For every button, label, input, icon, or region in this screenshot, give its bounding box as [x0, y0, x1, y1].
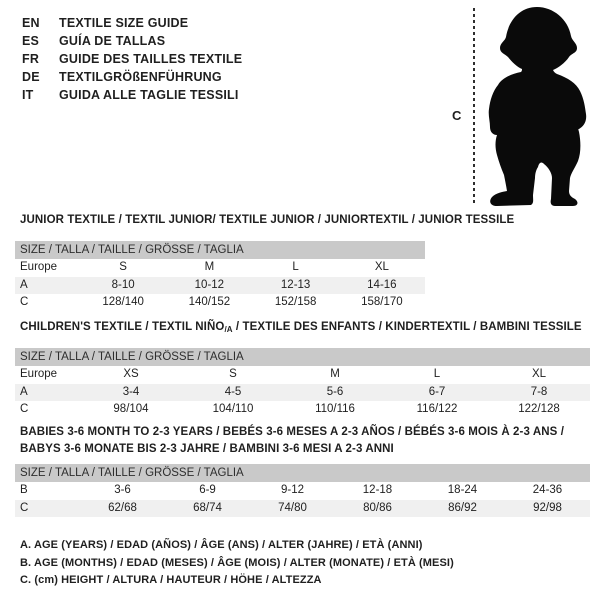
size-cell: 7-8 [530, 385, 548, 398]
footnote-b: B. AGE (MONTHS) / EDAD (MESES) / ÂGE (MOIS) / ALTER (MONATE) / ETÀ (MESI) [20, 556, 454, 569]
children-size-table [15, 348, 590, 419]
language-code: DE [22, 70, 40, 84]
language-row [22, 14, 242, 32]
size-cell: M [204, 261, 215, 273]
size-cell: 6-9 [199, 484, 216, 496]
row-label: C [20, 296, 29, 308]
size-cell: 116/122 [416, 403, 458, 415]
babies-table-title [20, 424, 580, 458]
size-cell: 6-7 [428, 385, 446, 398]
height-measure-dashed-line [473, 8, 475, 206]
language-row [22, 32, 242, 50]
language-label: GUIDA ALLE TAGLIE TESSILI [59, 88, 239, 102]
size-cell: 5-6 [326, 385, 344, 398]
row-label: A [20, 278, 28, 291]
size-cell: L [292, 261, 299, 273]
language-label: GUÍA DE TALLAS [59, 34, 166, 48]
size-cell: 158/170 [361, 296, 403, 308]
row-label: B [20, 484, 28, 496]
table-row [15, 384, 590, 402]
size-cell: 10-12 [194, 278, 225, 291]
size-cell: 80/86 [363, 501, 392, 514]
size-cell: 3-4 [122, 385, 140, 398]
table-row [15, 401, 590, 419]
language-code: EN [22, 16, 40, 30]
measure-label-c: C [452, 108, 462, 123]
size-cell: 122/128 [518, 403, 560, 415]
size-cell: M [330, 368, 340, 380]
footnote-c: C. (cm) HEIGHT / ALTURA / HAUTEUR / HÖHE / ALTEZZA [20, 574, 322, 586]
language-row [22, 68, 242, 86]
footnotes-block [20, 537, 454, 590]
size-cell: S [229, 368, 237, 380]
table-row [15, 259, 425, 277]
size-cell: 74/80 [278, 501, 307, 514]
size-cell: XS [123, 368, 139, 380]
table-row [15, 366, 590, 384]
size-cell: S [119, 261, 127, 273]
language-label: TEXTILGRÖßENFÜHRUNG [59, 70, 222, 84]
babies-size-table [15, 464, 590, 517]
language-code: IT [22, 88, 34, 102]
size-cell: 62/68 [108, 501, 137, 514]
size-cell: 140/152 [188, 296, 231, 308]
language-header-block [22, 14, 242, 104]
size-header-bar: SIZE / TALLA / TAILLE / GRÖSSE / TAGLIA [15, 464, 590, 482]
size-cell: XL [374, 261, 389, 273]
language-label: GUIDE DES TAILLES TEXTILE [59, 52, 243, 66]
size-header-bar: SIZE / TALLA / TAILLE / GRÖSSE / TAGLIA [15, 348, 590, 366]
size-cell: 18-24 [447, 484, 478, 496]
size-cell: 8-10 [111, 278, 135, 291]
language-row [22, 50, 242, 68]
size-cell: 9-12 [280, 484, 305, 496]
children-title-suffix: / TEXTILE DES ENFANTS / KINDERTEXTIL / BAMBINI TESSILE [232, 321, 582, 333]
size-cell: 12-18 [362, 484, 393, 496]
babies-title-line2: BABYS 3-6 MONATE BIS 2-3 JAHRE / BAMBINI 3-6 MESI A 2-3 ANNI [20, 443, 394, 455]
table-row [15, 500, 590, 518]
size-cell: 152/158 [274, 296, 317, 308]
junior-table-title: JUNIOR TEXTILE / TEXTIL JUNIOR/ TEXTILE JUNIOR / JUNIORTEXTIL / JUNIOR TESSILE [20, 214, 515, 226]
junior-size-table [15, 241, 425, 312]
children-title-subscript: /A [224, 325, 233, 334]
size-cell: 104/110 [212, 403, 254, 415]
table-row [15, 277, 425, 295]
language-row [22, 86, 242, 104]
row-label: Europe [20, 368, 58, 380]
size-cell: 3-6 [114, 484, 131, 496]
table-row [15, 294, 425, 312]
row-label: C [20, 403, 29, 415]
size-cell: 68/74 [193, 501, 222, 514]
size-cell: 98/104 [113, 403, 149, 415]
table-row [15, 482, 590, 500]
size-cell: 128/140 [102, 296, 144, 308]
children-table-title [20, 321, 582, 334]
size-cell: 24-36 [532, 484, 563, 496]
size-cell: 14-16 [367, 278, 397, 291]
size-cell: L [433, 368, 441, 380]
toddler-silhouette [480, 4, 595, 209]
size-cell: 86/92 [448, 501, 477, 514]
footnote-a: A. AGE (YEARS) / EDAD (AÑOS) / ÂGE (ANS) / ALTER (JAHRE) / ETÀ (ANNI) [20, 539, 423, 551]
language-code: FR [22, 52, 40, 66]
size-cell: XL [531, 368, 547, 380]
language-code: ES [22, 34, 40, 48]
size-cell: 12-13 [280, 278, 311, 291]
children-title-prefix: CHILDREN'S TEXTILE / TEXTIL NIÑO [20, 321, 225, 333]
size-cell: 4-5 [224, 385, 242, 398]
row-label: C [20, 501, 29, 514]
row-label: A [20, 385, 28, 398]
size-cell: 92/98 [533, 501, 562, 514]
size-cell: 110/116 [315, 403, 355, 415]
size-header-bar: SIZE / TALLA / TAILLE / GRÖSSE / TAGLIA [15, 241, 425, 259]
babies-title-line1: BABIES 3-6 MONTH TO 2-3 YEARS / BEBÉS 3-6 MESES A 2-3 AÑOS / BÉBÉS 3-6 MOIS À 2-3 ANS / [20, 426, 564, 438]
row-label: Europe [20, 261, 58, 273]
language-label: TEXTILE SIZE GUIDE [59, 16, 189, 30]
